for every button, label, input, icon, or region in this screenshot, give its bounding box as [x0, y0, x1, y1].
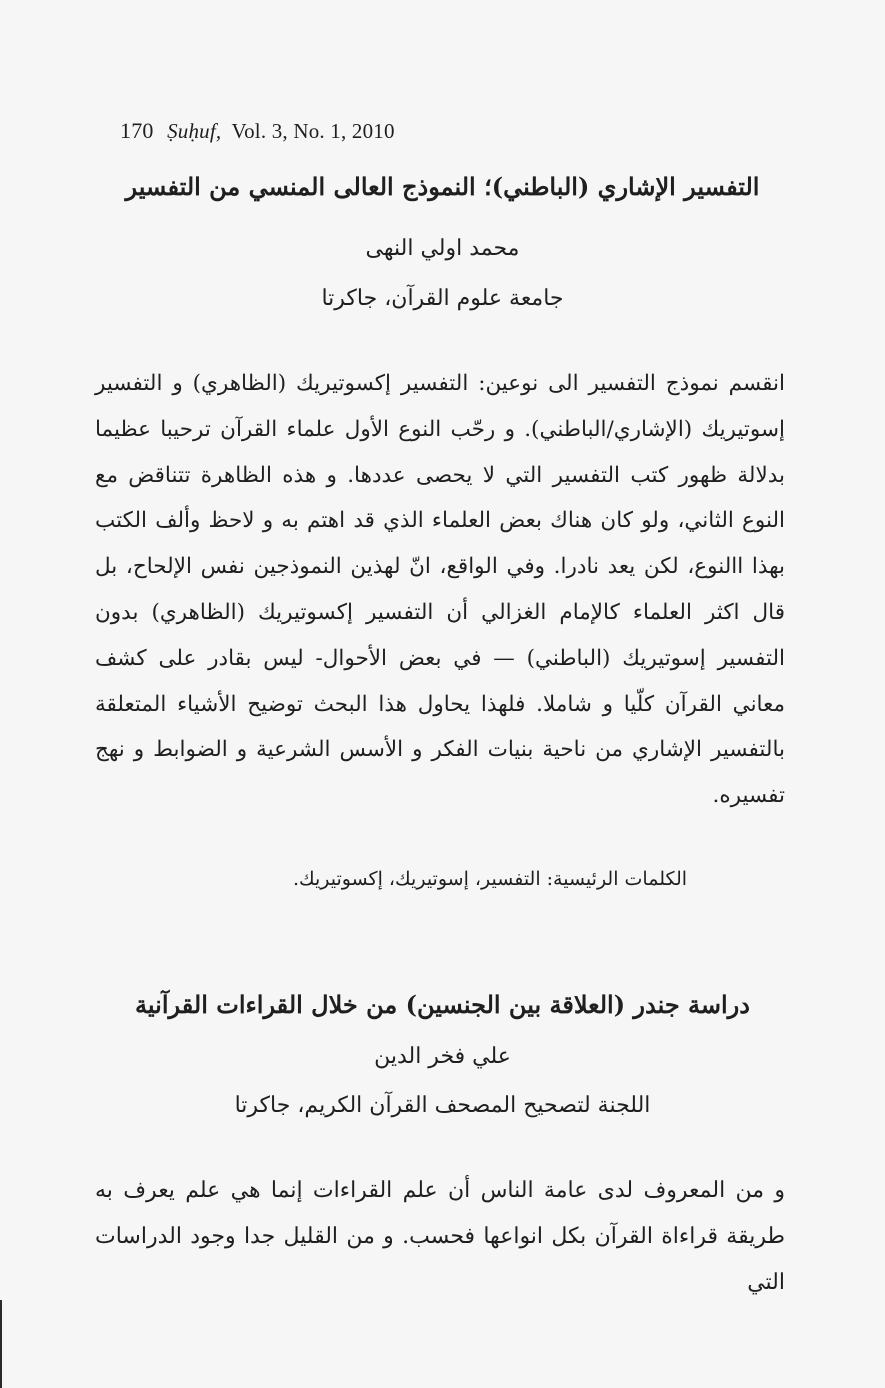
volume-issue: Vol. 3, No. 1, 2010	[231, 119, 395, 143]
article1-abstract: انقسم نموذج التفسير الى نوعين: التفسير إكسوتيريك (الظاهري) و التفسير إسوتيريك (الإشاري/الباطني). و رحّب النوع الأول علماء القرآن ترحيبا عظيما بدلالة ظهور كتب التفسير التي لا يحصى عددها. و هذه الظاهرة تتناقض مع النوع الثاني، ولو كان هناك بعض العلماء الذي قد اهتم به و لاحظ وألف الكتب بهذا االنوع، لكن يعد نادرا. وفي الواقع، انّ لهذين النموذجين نفس الإلحاح، بل قال اكثر العلماء كالإمام الغزالي أن التفسير إكسوتيريك (الظاهري) بدون التفسير إسوتيريك (الباطني) — في بعض الأحوال- ليس بقادر على كشف معاني القرآن كلّيا و شاملا. فلهذا يحاول هذا البحث توضيح الأشياء المتعلقة بالتفسير الإشاري من ناحية بنيات الفكر و الأسس الشرعية و الضوابط و نهج تفسيره.	[95, 371, 785, 809]
article2-affiliation: اللجنة لتصحيح المصحف القرآن الكريم، جاكرتا	[234, 1093, 651, 1118]
article1-author-block	[160, 236, 725, 261]
page-number: 170	[120, 118, 154, 143]
article2-abstract: و من المعروف لدى عامة الناس أن علم القراءات إنما هي علم يعرف به طريقة قراءاة القرآن بكل انواعها فحسب. و من القليل جدا وجود الدراسات التي	[95, 1178, 785, 1295]
article1-affiliation: جامعة علوم القرآن، جاكرتا	[321, 286, 564, 311]
article1-author: محمد اولي النهى	[365, 236, 520, 261]
article2-title-block	[110, 990, 775, 1019]
article2-title: دراسة جندر (العلاقة بين الجنسين) من خلال القراءات القرآنية	[135, 990, 750, 1019]
page-edge-shadow	[0, 1300, 2, 1388]
article2-affiliation-block	[160, 1093, 725, 1118]
article1-affiliation-block	[160, 286, 725, 311]
journal-name: Ṣuḥuf,	[167, 119, 222, 143]
article1-title: التفسير الإشاري (الباطني)؛ النموذج العالى المنسي من التفسير	[125, 172, 760, 201]
article1-abstract-block	[95, 361, 785, 819]
article1-title-block	[60, 172, 825, 201]
article2-author-block	[210, 1044, 675, 1069]
article1-keywords-block	[210, 868, 770, 890]
article1-keywords: الكلمات الرئيسية: التفسير، إسوتيريك، إكسوتيريك.	[292, 868, 688, 890]
article2-author: علي فخر الدين	[374, 1044, 511, 1069]
running-header	[120, 118, 395, 144]
article2-abstract-block	[95, 1168, 785, 1305]
